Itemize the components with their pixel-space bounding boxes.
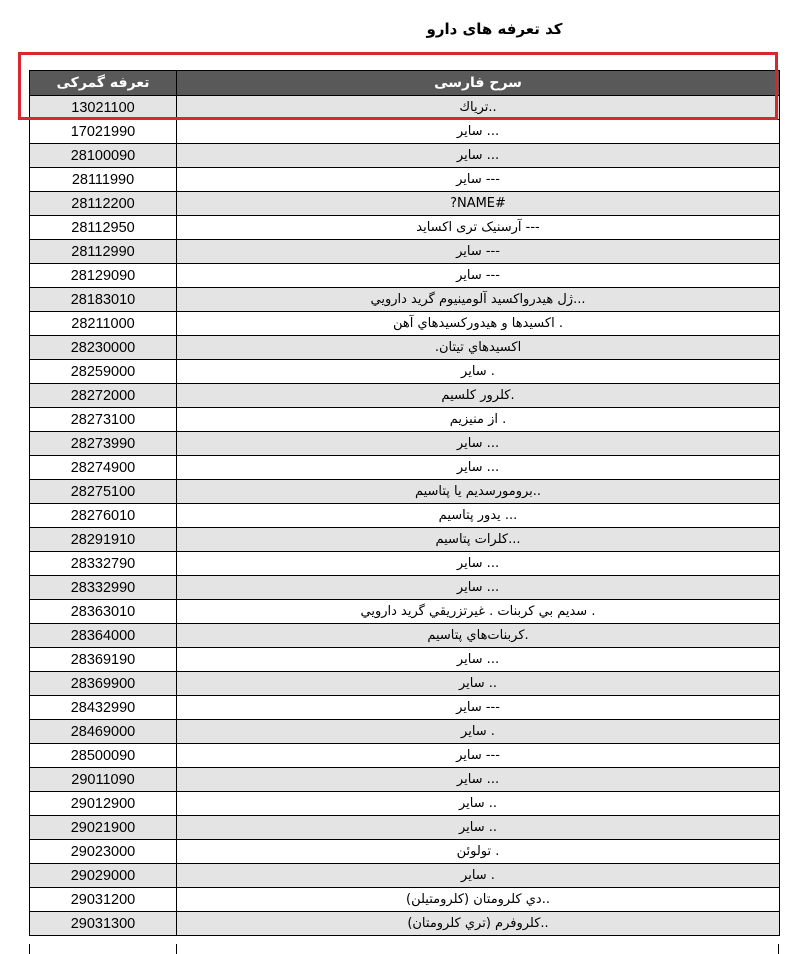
description-cell: --- ساير <box>177 744 780 768</box>
description-cell: ... ساير <box>177 576 780 600</box>
description-cell: . سديم بي كربنات . غيرتزريقي گريد دارويي <box>177 600 780 624</box>
table-row <box>30 552 780 576</box>
table-row <box>30 576 780 600</box>
table-row <box>30 888 780 912</box>
header-description: سرح فارسی <box>177 71 780 96</box>
tariff-code-cell: 28469000 <box>30 720 177 744</box>
table-row <box>30 240 780 264</box>
tariff-code-cell: 28332990 <box>30 576 177 600</box>
table-row <box>30 504 780 528</box>
tariff-code-cell: 28112990 <box>30 240 177 264</box>
tariff-code-cell: 28259000 <box>30 360 177 384</box>
table-row <box>30 840 780 864</box>
description-cell: ...ژل هيدرواكسيد آلومينيوم گريد دارويي <box>177 288 780 312</box>
tariff-code-cell: 28273100 <box>30 408 177 432</box>
description-cell: . ساير <box>177 864 780 888</box>
description-cell: . تولوئن <box>177 840 780 864</box>
description-cell: ... ساير <box>177 432 780 456</box>
description-cell: .. ساير <box>177 816 780 840</box>
description-cell: . از منيزيم <box>177 408 780 432</box>
description-cell: .كربنات‌هاي پتاسيم <box>177 624 780 648</box>
table-row <box>30 672 780 696</box>
tariff-code-cell: 29021900 <box>30 816 177 840</box>
description-cell: --- ساير <box>177 696 780 720</box>
table-row <box>30 360 780 384</box>
cut-off-row <box>29 944 779 954</box>
tariff-table-container <box>29 70 779 936</box>
tariff-code-cell: 28363010 <box>30 600 177 624</box>
tariff-code-cell: 28274900 <box>30 456 177 480</box>
tariff-code-cell: 28369190 <box>30 648 177 672</box>
tariff-code-cell: 28276010 <box>30 504 177 528</box>
tariff-code-cell: 28332790 <box>30 552 177 576</box>
table-header-row <box>30 71 780 96</box>
tariff-code-cell: 29031300 <box>30 912 177 936</box>
tariff-code-cell: 28273990 <box>30 432 177 456</box>
table-row <box>30 168 780 192</box>
table-row <box>30 408 780 432</box>
table-row <box>30 648 780 672</box>
table-row <box>30 312 780 336</box>
description-cell: . ساير <box>177 360 780 384</box>
description-cell: ..دي كلرومتان (كلرومتيلن) <box>177 888 780 912</box>
header-tariff-code: تعرفه گمرکی <box>30 71 177 96</box>
tariff-code-cell: 28230000 <box>30 336 177 360</box>
tariff-code-cell: 13021100 <box>30 96 177 120</box>
description-cell: ...كلرات پتاسيم <box>177 528 780 552</box>
table-row <box>30 144 780 168</box>
table-row <box>30 288 780 312</box>
tariff-code-cell: 28211000 <box>30 312 177 336</box>
table-row <box>30 720 780 744</box>
tariff-code-cell: 28272000 <box>30 384 177 408</box>
table-row <box>30 600 780 624</box>
table-row <box>30 696 780 720</box>
tariff-code-cell: 29011090 <box>30 768 177 792</box>
description-cell: ... ساير <box>177 144 780 168</box>
description-cell: . اكسيدها و هيدوركسيدهاي آهن <box>177 312 780 336</box>
tariff-code-cell: 28111990 <box>30 168 177 192</box>
table-row <box>30 432 780 456</box>
description-cell: ... ساير <box>177 456 780 480</box>
tariff-code-cell: 28364000 <box>30 624 177 648</box>
description-cell: .. ساير <box>177 672 780 696</box>
description-cell: --- آرسنیک تری اکساید <box>177 216 780 240</box>
description-cell: #NAME? <box>177 192 780 216</box>
tariff-code-cell: 28100090 <box>30 144 177 168</box>
table-row <box>30 192 780 216</box>
tariff-code-cell: 29031200 <box>30 888 177 912</box>
table-row <box>30 480 780 504</box>
description-cell: اكسيدهاي تيتان. <box>177 336 780 360</box>
tariff-code-cell: 28291910 <box>30 528 177 552</box>
tariff-code-cell: 28129090 <box>30 264 177 288</box>
table-body <box>30 96 780 936</box>
table-row <box>30 792 780 816</box>
description-cell: ..كلروفرم (تري كلرومتان) <box>177 912 780 936</box>
tariff-table <box>29 70 780 936</box>
tariff-code-cell: 28432990 <box>30 696 177 720</box>
tariff-code-cell: 28500090 <box>30 744 177 768</box>
description-cell: .. ساير <box>177 792 780 816</box>
description-cell: ... يدور پتاسيم <box>177 504 780 528</box>
description-cell: ..برومورسديم يا پتاسيم <box>177 480 780 504</box>
description-cell: ... ساير <box>177 120 780 144</box>
table-row <box>30 528 780 552</box>
description-cell: . ساير <box>177 720 780 744</box>
tariff-code-cell: 29012900 <box>30 792 177 816</box>
tariff-code-cell: 28275100 <box>30 480 177 504</box>
table-row <box>30 96 780 120</box>
description-cell: --- ساير <box>177 264 780 288</box>
table-row <box>30 816 780 840</box>
table-row <box>30 768 780 792</box>
table-row <box>30 624 780 648</box>
tariff-code-cell: 28112950 <box>30 216 177 240</box>
table-row <box>30 216 780 240</box>
tariff-code-cell: 28183010 <box>30 288 177 312</box>
description-cell: ... ساير <box>177 552 780 576</box>
page-title: کد تعرفه های دارو <box>426 20 563 38</box>
tariff-code-cell: 28369900 <box>30 672 177 696</box>
description-cell: --- ساير <box>177 168 780 192</box>
description-cell: ..ترياك <box>177 96 780 120</box>
table-row <box>30 336 780 360</box>
description-cell: --- ساير <box>177 240 780 264</box>
table-row <box>30 744 780 768</box>
description-cell: .كلرور كلسيم <box>177 384 780 408</box>
tariff-code-cell: 29029000 <box>30 864 177 888</box>
table-row <box>30 912 780 936</box>
description-cell: ... ساير <box>177 768 780 792</box>
tariff-code-cell: 28112200 <box>30 192 177 216</box>
table-row <box>30 384 780 408</box>
table-row <box>30 864 780 888</box>
tariff-code-cell: 17021990 <box>30 120 177 144</box>
table-row <box>30 456 780 480</box>
tariff-code-cell: 29023000 <box>30 840 177 864</box>
description-cell: ... ساير <box>177 648 780 672</box>
table-row <box>30 120 780 144</box>
table-row <box>30 264 780 288</box>
